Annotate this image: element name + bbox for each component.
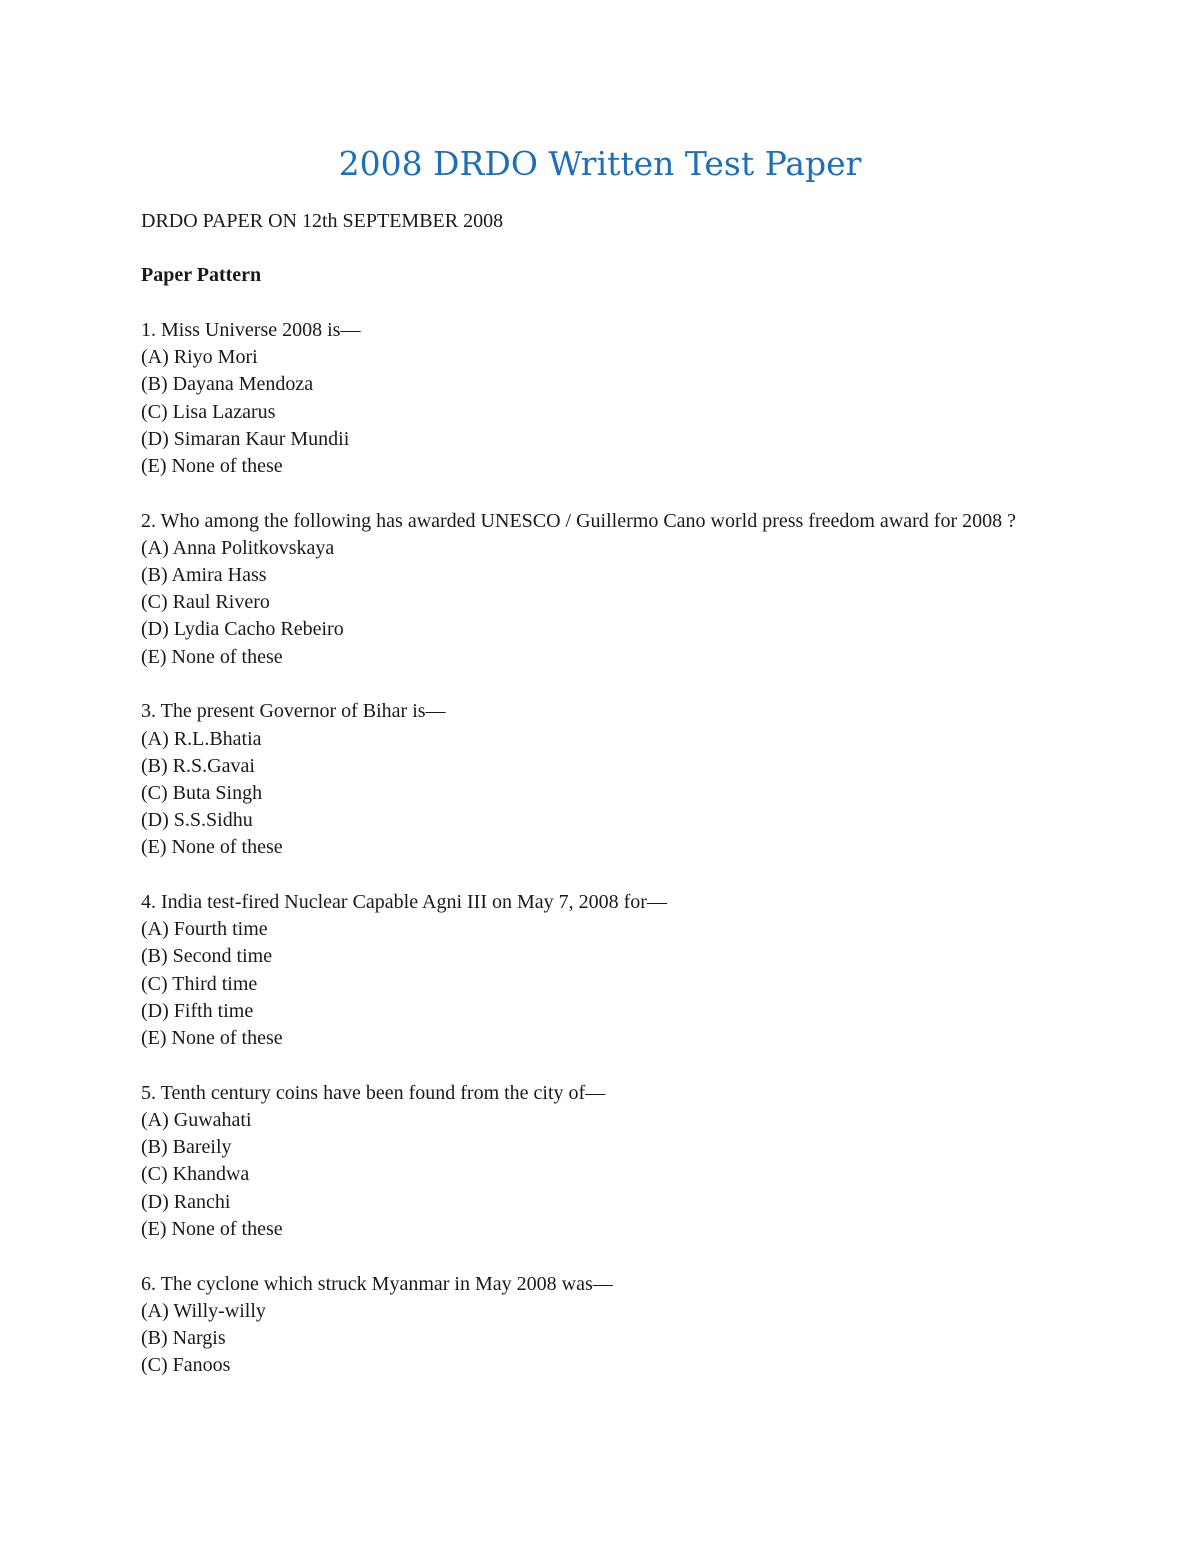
answer-option: (A) Guwahati [141,1108,252,1131]
answer-option: (A) Riyo Mori [141,346,258,369]
question-text: 2. Who among the following has awarded UNESCO / Guillermo Cano world press freedom award for 2008 ? [141,509,1016,532]
answer-option: (E) None of these [141,645,283,668]
answer-option: (A) R.L.Bhatia [141,727,262,750]
question-text: 1. Miss Universe 2008 is— [141,318,361,341]
answer-option: (B) Amira Hass [141,564,267,587]
answer-option: (E) None of these [141,1027,283,1050]
answer-option: (A) Fourth time [141,918,268,941]
question-text: 3. The present Governor of Bihar is— [141,700,446,723]
answer-options [141,344,1041,480]
section-heading: Paper Pattern [141,264,262,287]
answer-options [141,1107,1041,1243]
answer-option: (C) Lisa Lazarus [141,400,276,423]
answer-options [141,726,1041,862]
answer-option: (D) Ranchi [141,1190,231,1213]
answer-option: (D) Fifth time [141,999,254,1022]
document-title: 2008 DRDO Written Test Paper [338,144,862,183]
question-text: 4. India test-fired Nuclear Capable Agni III on May 7, 2008 for— [141,891,667,914]
answer-options [141,535,1041,671]
answer-option: (C) Fanoos [141,1354,231,1377]
answer-option: (D) S.S.Sidhu [141,809,253,832]
answer-option: (E) None of these [141,836,283,859]
answer-option: (C) Raul Rivero [141,591,270,614]
paper-date-line: DRDO PAPER ON 12th SEPTEMBER 2008 [141,210,504,232]
answer-option: (B) Nargis [141,1326,226,1349]
answer-option: (A) Anna Politkovskaya [141,536,335,559]
answer-option: (B) Dayana Mendoza [141,373,314,396]
answer-options [141,1298,1041,1380]
question-block [141,889,1041,1052]
answer-option: (D) Simaran Kaur Mundii [141,427,350,450]
question-text: 6. The cyclone which struck Myanmar in May 2008 was— [141,1272,613,1295]
question-block [141,317,1041,480]
answer-option: (B) Bareily [141,1136,232,1159]
answer-options [141,916,1041,1052]
answer-option: (D) Lydia Cacho Rebeiro [141,618,344,641]
answer-option: (B) R.S.Gavai [141,754,255,777]
answer-option: (E) None of these [141,1217,283,1240]
question-block [141,508,1041,671]
answer-option: (C) Khandwa [141,1163,250,1186]
answer-option: (C) Buta Singh [141,781,263,804]
answer-option: (C) Third time [141,972,258,995]
question-block [141,698,1041,861]
answer-option: (E) None of these [141,454,283,477]
document-body [141,208,1041,1407]
question-block [141,1271,1041,1380]
question-text: 5. Tenth century coins have been found from the city of— [141,1081,606,1104]
answer-option: (B) Second time [141,945,273,968]
question-block [141,1080,1041,1243]
answer-option: (A) Willy-willy [141,1299,266,1322]
